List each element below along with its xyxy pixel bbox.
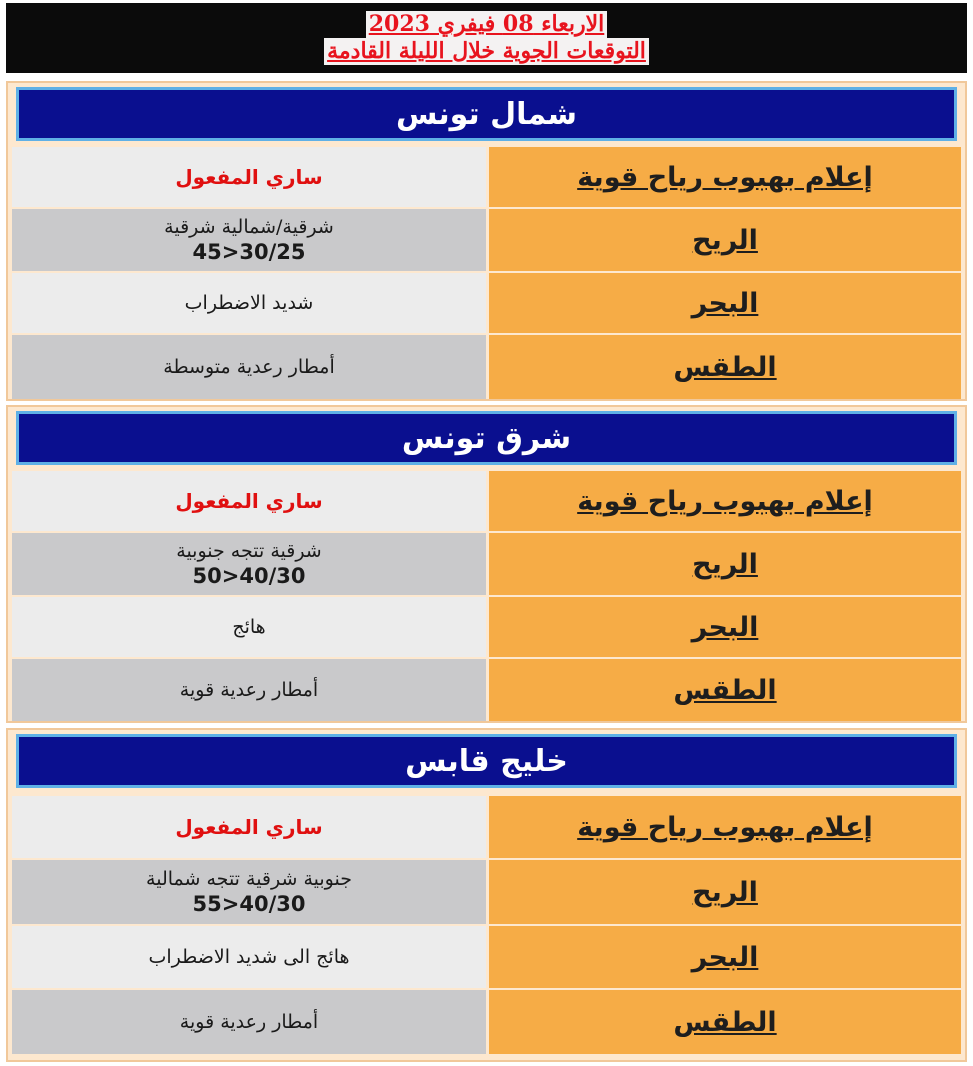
- bulletin-header: [6, 3, 967, 73]
- wind-direction: شرقية تتجه جنوبية: [176, 540, 322, 562]
- sea-row: [12, 597, 961, 657]
- wind-label: الريح: [489, 209, 961, 271]
- alert-status: ساري المفعول: [175, 815, 323, 839]
- alert-status-cell: [12, 796, 486, 858]
- region-east-tunisia: [6, 405, 967, 723]
- alert-label: إعلام بهبوب رياح قوية: [489, 147, 961, 207]
- sea-label: البحر: [489, 273, 961, 333]
- region-north-tunisia: [6, 81, 967, 401]
- weather-row: [12, 335, 961, 399]
- wind-value-cell: [12, 209, 486, 271]
- weather-label: الطقس: [489, 659, 961, 721]
- alert-status: ساري المفعول: [175, 489, 323, 513]
- wind-row: [12, 860, 961, 924]
- alert-row: [12, 796, 961, 858]
- weather-row: [12, 659, 961, 721]
- wind-row: [12, 209, 961, 271]
- weather-label: الطقس: [489, 990, 961, 1054]
- weather-value: أمطار رعدية قوية: [12, 990, 486, 1054]
- region-gulf-of-gabes: [6, 728, 967, 1062]
- wind-label: الريح: [489, 533, 961, 595]
- sea-value: هائج: [12, 597, 486, 657]
- region-title: شمال تونس: [16, 87, 957, 141]
- wind-direction: جنوبية شرقية تتجه شمالية: [146, 868, 352, 890]
- alert-label: إعلام بهبوب رياح قوية: [489, 796, 961, 858]
- bulletin-title: التوقعات الجوية خلال الليلة القادمة: [324, 38, 649, 65]
- alert-row: [12, 471, 961, 531]
- sea-row: [12, 273, 961, 333]
- wind-speed: 55>40/30: [192, 892, 306, 916]
- sea-row: [12, 926, 961, 988]
- alert-status-cell: [12, 471, 486, 531]
- weather-label: الطقس: [489, 335, 961, 399]
- weather-row: [12, 990, 961, 1054]
- bulletin-date: الاربعاء 08 فيفري 2023: [366, 11, 608, 38]
- sea-label: البحر: [489, 597, 961, 657]
- wind-row: [12, 533, 961, 595]
- region-title: شرق تونس: [16, 411, 957, 465]
- sea-value: هائج الى شديد الاضطراب: [12, 926, 486, 988]
- wind-value-cell: [12, 860, 486, 924]
- alert-row: [12, 147, 961, 207]
- wind-speed: 50>40/30: [192, 564, 306, 588]
- wind-label: الريح: [489, 860, 961, 924]
- sea-value: شديد الاضطراب: [12, 273, 486, 333]
- alert-status: ساري المفعول: [175, 165, 323, 189]
- wind-direction: شرقية/شمالية شرقية: [164, 216, 334, 238]
- sea-label: البحر: [489, 926, 961, 988]
- weather-value: أمطار رعدية متوسطة: [12, 335, 486, 399]
- alert-status-cell: [12, 147, 486, 207]
- alert-label: إعلام بهبوب رياح قوية: [489, 471, 961, 531]
- weather-value: أمطار رعدية قوية: [12, 659, 486, 721]
- wind-value-cell: [12, 533, 486, 595]
- region-title: خليج قابس: [16, 734, 957, 788]
- wind-speed: 45>30/25: [192, 240, 306, 264]
